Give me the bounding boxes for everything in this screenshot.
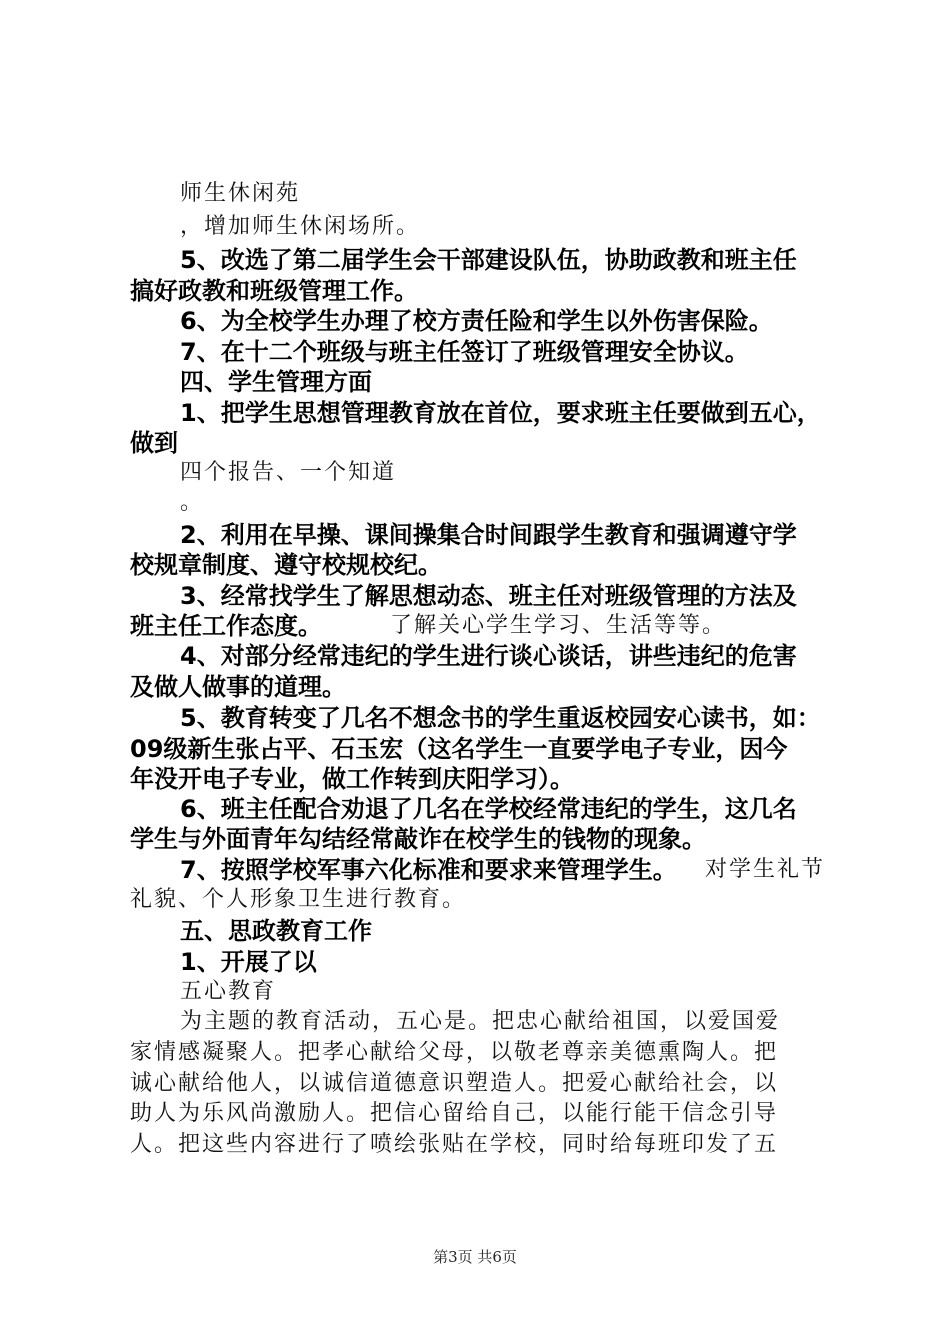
text-line: 班主任工作态度。	[130, 612, 322, 640]
text-line: 1、开展了以	[180, 948, 317, 976]
text-line: 礼貌、个人形象卫生进行教育。	[130, 887, 467, 912]
text-line: 了解关心学生学习、生活等等。	[390, 613, 727, 638]
text-line: 做到	[130, 429, 178, 457]
text-line: 四个报告、一个知道	[180, 460, 397, 485]
text-line: 2、利用在早操、课间操集合时间跟学生教育和强调遵守学	[180, 521, 797, 549]
text-line: 五心教育	[180, 979, 277, 1004]
text-line: 对学生礼节	[705, 857, 826, 882]
section-heading: 四、学生管理方面	[180, 368, 372, 396]
text-line: 3、经常找学生了解思想动态、班主任对班级管理的方法及	[180, 582, 797, 610]
text-line: 7、按照学校军事六化标准和要求来管理学生。	[180, 856, 677, 884]
text-line: 学生与外面青年勾结经常敲诈在校学生的钱物的现象。	[130, 825, 706, 853]
text-line: ，增加师生休闲场所。	[180, 214, 421, 239]
text-line: 师生休闲苑	[180, 181, 301, 206]
text-line: 为主题的教育活动，五心是。把忠心献给祖国，以爱国爱	[180, 1009, 781, 1034]
section-heading: 五、思政教育工作	[180, 917, 372, 945]
text-line: 人。把这些内容进行了喷绘张贴在学校，同时给每班印发了五	[130, 1132, 779, 1157]
text-line: 校规章制度、遵守校规校纪。	[130, 551, 442, 579]
text-line: 年没开电子专业，做工作转到庆阳学习）。	[130, 765, 574, 793]
text-line: 诚心献给他人，以诚信道德意识塑造人。把爱心献给社会，以	[130, 1071, 779, 1096]
text-line: 家情感凝聚人。把孝心献给父母，以敬老尊亲美德熏陶人。把	[130, 1040, 779, 1065]
text-line: 5、改选了第二届学生会干部建设队伍，协助政教和班主任	[180, 246, 797, 274]
text-line: 1、把学生思想管理教育放在首位，要求班主任要做到五心，	[180, 399, 821, 427]
text-line: 4、对部分经常违纪的学生进行谈心谈话，讲些违纪的危害	[180, 642, 797, 670]
text-line: 6、班主任配合劝退了几名在学校经常违纪的学生，这几名	[180, 795, 797, 823]
text-line: 6、为全校学生办理了校方责任险和学生以外伤害保险。	[180, 307, 773, 335]
text-line: 09级新生张占平、石玉宏（这名学生一直要学电子专业，因今	[130, 735, 788, 763]
page-footer: 第3页 共6页	[433, 1248, 517, 1266]
text-line: 。	[180, 490, 205, 515]
text-line: 5、教育转变了几名不想念书的学生重返校园安心读书，如：	[180, 704, 821, 732]
text-line: 搞好政教和班级管理工作。	[130, 277, 418, 305]
text-line: 助人为乐风尚激励人。把信心留给自己，以能行能干信念引导	[130, 1101, 779, 1126]
text-line: 7、在十二个班级与班主任签订了班级管理安全协议。	[180, 338, 749, 366]
text-line: 及做人做事的道理。	[130, 673, 346, 701]
